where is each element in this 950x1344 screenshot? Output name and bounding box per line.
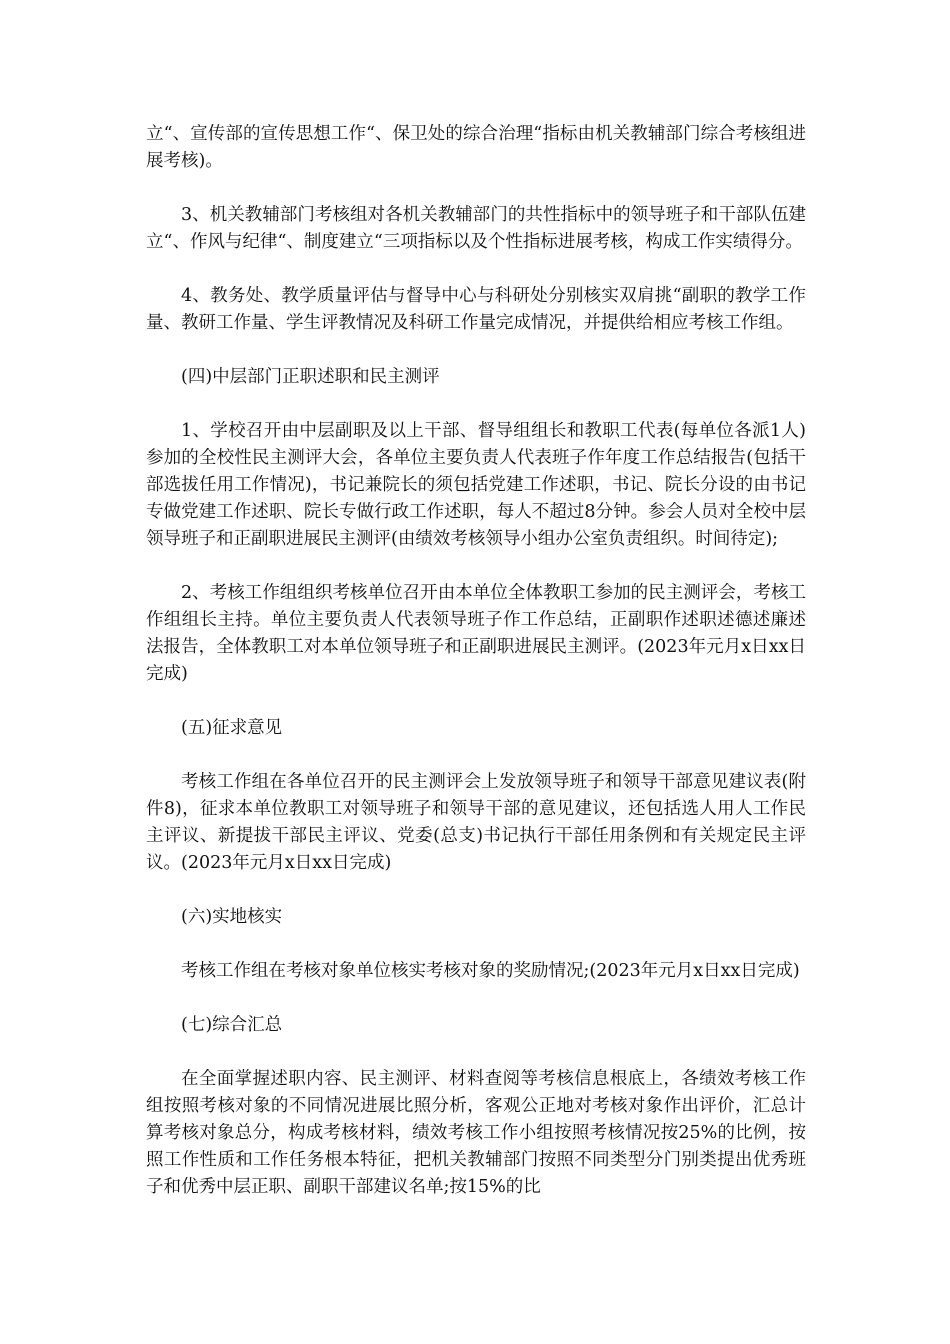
section-heading-6: (六)实地核实 [181, 907, 283, 927]
paragraph-solicit-opinions: 考核工作组在各单位召开的民主测评会上发放领导班子和领导干部意见建议表(附件8)，征求本单位教职工对领导班子和领导干部的意见建议，还包括选人用人工作民主评议、新提拔干部民主评议、党委(总支)书记执行干部任用条例和有关规定民主评议。(2023年元月x日xx日完成) [146, 772, 806, 873]
paragraph-item-3: 3、机关教辅部门考核组对各机关教辅部门的共性指标中的领导班子和干部队伍建立“、作风与纪律“、制度建立“三项指标以及个性指标进展考核，构成工作实绩得分。 [146, 205, 806, 252]
section-heading-7: (七)综合汇总 [181, 1015, 283, 1035]
paragraph-onsite-verification: 考核工作组在考核对象单位核实考核对象的奖励情况;(2023年元月x日xx日完成) [181, 961, 800, 981]
paragraph-item-2: 2、考核工作组组织考核单位召开由本单位全体教职工参加的民主测评会，考核工作组组长主持。单位主要负责人代表领导班子作工作总结，正副职作述职述德述廉述法报告，全体教职工对本单位领导班子和正副职进展民主测评。(2023年元月x日xx日完成) [146, 583, 806, 684]
document-body [146, 121, 806, 1228]
paragraph-item-4: 4、教务处、教学质量评估与督导中心与科研处分别核实双肩挑“副职的教学工作量、教研工作量、学生评教情况及科研工作量完成情况，并提供给相应考核工作组。 [146, 286, 806, 333]
section-heading-5: (五)征求意见 [181, 718, 283, 738]
paragraph-continuation: 立“、宣传部的宣传思想工作“、保卫处的综合治理“指标由机关教辅部门综合考核组进展考核)。 [146, 124, 806, 171]
paragraph-summary: 在全面掌握述职内容、民主测评、材料查阅等考核信息根底上，各绩效考核工作组按照考核对象的不同情况进展比照分析，客观公正地对考核对象作出评价，汇总计算考核对象总分，构成考核材料，绩效考核工作小组按照考核情况按25%的比例，按照工作性质和工作任务根本特征，把机关教辅部门按照不同类型分门别类提出优秀班子和优秀中层正职、副职干部建议名单;按15%的比 [146, 1069, 806, 1197]
paragraph-item-1: 1、学校召开由中层副职及以上干部、督导组组长和教职工代表(每单位各派1人)参加的全校性民主测评大会，各单位主要负责人代表班子作年度工作总结报告(包括干部选拔任用工作情况)，书记兼院长的须包括党建工作述职，书记、院长分设的由书记专做党建工作述职、院长专做行政工作述职，每人不超过8分钟。参会人员对全校中层领导班子和正副职进展民主测评(由绩效考核领导小组办公室负责组织。时间待定); [146, 421, 806, 549]
section-heading-4: (四)中层部门正职述职和民主测评 [181, 367, 440, 387]
